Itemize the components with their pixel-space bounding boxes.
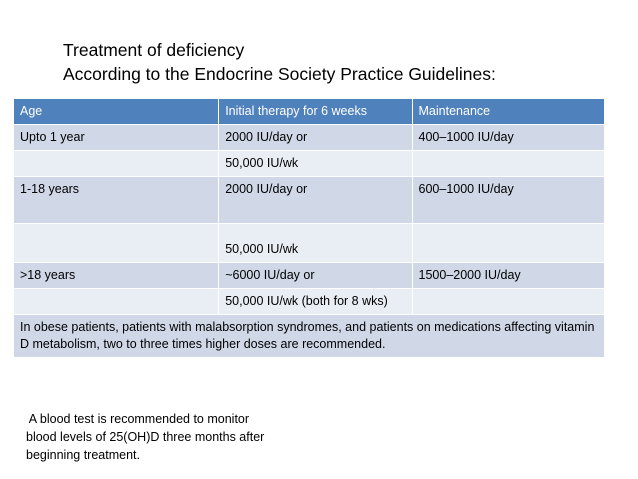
table-row <box>14 289 605 315</box>
table-cell: 50,000 IU/wk <box>219 151 412 177</box>
table-row <box>14 224 605 263</box>
table-cell: 2000 IU/day or <box>219 125 412 151</box>
table-cell: 1-18 years <box>14 177 219 224</box>
table-row <box>14 177 605 224</box>
table-row <box>14 125 605 151</box>
header-initial-therapy: Initial therapy for 6 weeks <box>219 99 412 125</box>
slide-title <box>63 38 496 86</box>
dosage-table <box>13 98 605 358</box>
table-cell <box>412 151 604 177</box>
table-cell: 400–1000 IU/day <box>412 125 604 151</box>
table-cell <box>412 224 604 263</box>
note-line-3: beginning treatment. <box>26 448 140 462</box>
note-line-1: A blood test is recommended to monitor <box>26 412 250 426</box>
table-cell: 2000 IU/day or <box>219 177 412 224</box>
table-cell <box>412 289 604 315</box>
table-cell: ~6000 IU/day or <box>219 263 412 289</box>
title-line-1: Treatment of deficiency <box>63 40 245 60</box>
table-cell: 50,000 IU/wk <box>219 224 412 263</box>
title-line-2: According to the Endocrine Society Practice Guidelines: <box>63 64 496 84</box>
blood-test-note <box>26 410 264 464</box>
table-cell <box>14 151 219 177</box>
table-row <box>14 151 605 177</box>
table-cell <box>14 224 219 263</box>
table-cell <box>14 289 219 315</box>
header-maintenance: Maintenance <box>412 99 604 125</box>
table-cell: Upto 1 year <box>14 125 219 151</box>
table-cell: 600–1000 IU/day <box>412 177 604 224</box>
note-line-2: blood levels of 25(OH)D three months after <box>26 430 265 444</box>
footer-note-cell: In obese patients, patients with malabsorption syndromes, and patients on medications affecting vitamin D metabolism, two to three times higher doses are recommended. <box>14 315 605 358</box>
header-age: Age <box>14 99 219 125</box>
table-header-row <box>14 99 605 125</box>
table-footer-row <box>14 315 605 358</box>
table-cell: 1500–2000 IU/day <box>412 263 604 289</box>
table-cell: >18 years <box>14 263 219 289</box>
table-row <box>14 263 605 289</box>
table-cell: 50,000 IU/wk (both for 8 wks) <box>219 289 412 315</box>
